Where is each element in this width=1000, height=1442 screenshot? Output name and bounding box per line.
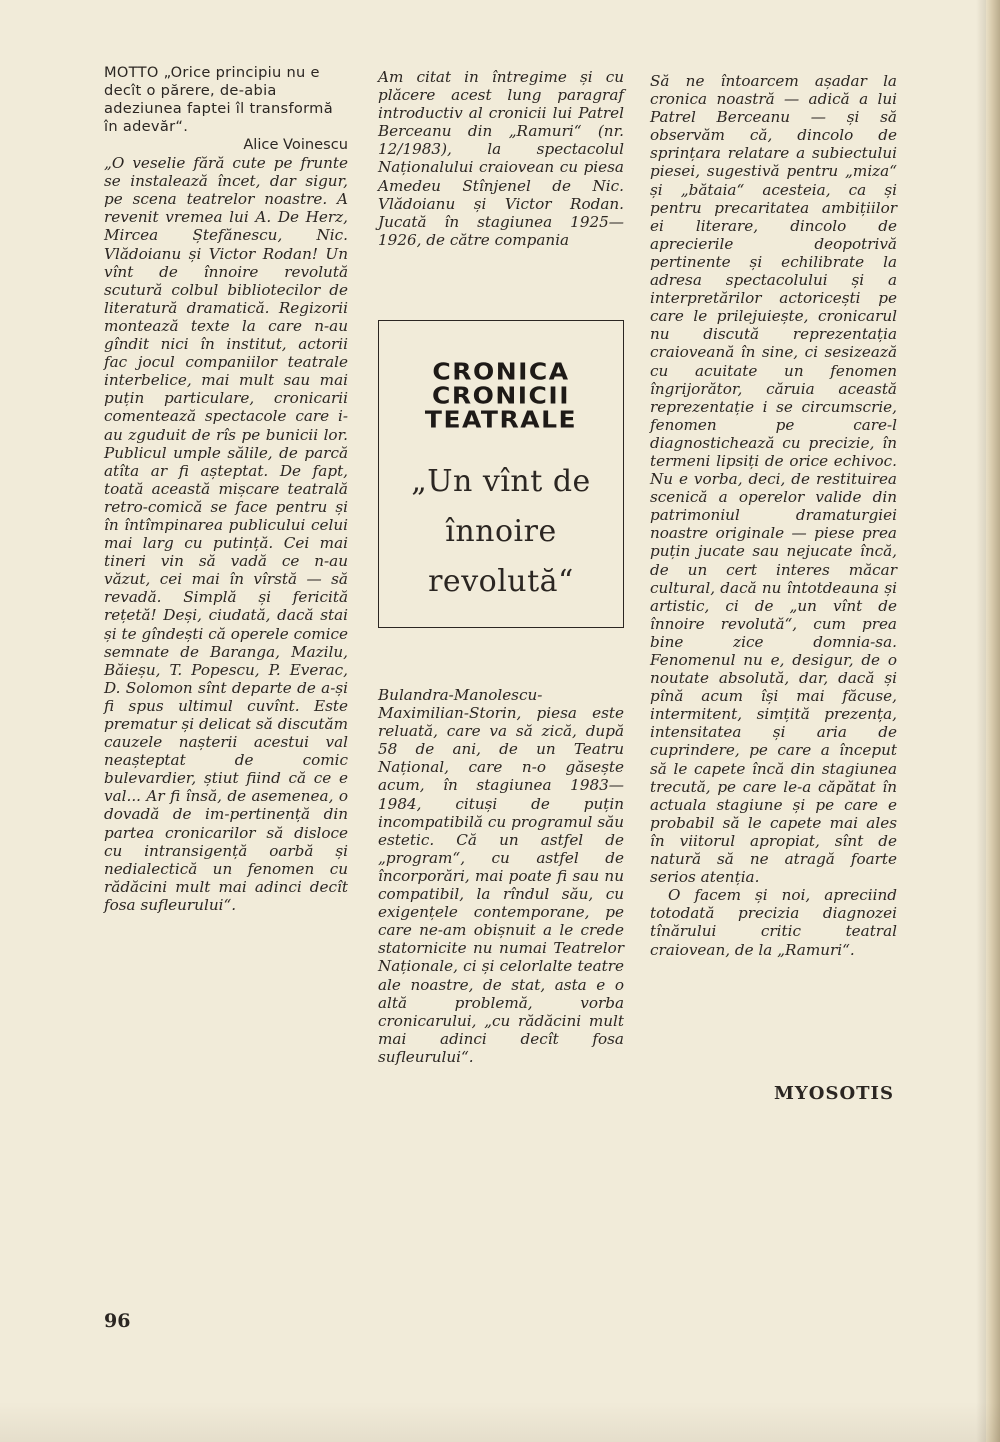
article-title-line-1: „Un vînt de — [411, 464, 591, 499]
continuation-paragraph: Bulandra-Manolescu-Maximilian-Storin, piesa este reluată, care va să zică, după 58 de ani, de un Teatru Național, care n-o găsește acum, în stagiunea 1983—1984, cituși de puțin incompatibilă cu programul său estetic. Că un astfel de „program“, cu astfel de încorporări, mai poate fi sau nu compatibil, la rîndul său, cu exigențele contemporane, pe care ne-am obișnuit a le crede statornicite nu numai Teatrelor Naționale, ci și celorlalte teatre ale noastre, de stat, asta e o altă problemă, vorba cronicarului, „cu rădăcini mult mai adinci decît fosa sufleurului“. — [378, 686, 624, 1066]
headline-box — [378, 320, 624, 628]
motto-text: MOTTO „Orice principiu nu e decît o părere, de-abia adeziunea faptei îl transformă în adevăr“. — [104, 64, 333, 135]
analysis-paragraph: Să ne întoarcem așadar la cronica noastră — adică a lui Patrel Berceanu — și să observăm că, dincolo de sprințara relatare a subiectului piesei, sugestivă pentru „miza“ și „bătaia“ acesteia, ca și pentru precaritatea ambițiilor ei literare, dincolo de aprecierile deopotrivă pertinente și echilibrate la adresa spectacolului și a interpretărilor actoricești pe care le prilejuiește, cronicarul nu discută reprezentația craioveană în sine, ci sesizează cu acuitate un fenomen îngrijorător, căruia această reprezentație i se circumscrie, fenomen pe care-l diagnostichează cu precizie, în termeni lipsiți de orice echivoc. Nu e vorba, deci, de restituirea scenică a operelor valide din patrimoniul dramaturgiei noastre originale — piese prea puțin jucate sau nejucate încă, de un cert interes măcar cultural, dacă nu întotdeauna și artistic, ci de „un vînt de înnoire revolută“, cum prea bine zice domnia-sa. Fenomenul nu e, desigur, de o noutate absolută, dar, dacă și pînă acum își mai făcuse, intermitent, simțită prezența, intensitatea și aria de cuprindere, pe care a început să le capete încă din stagiunea trecută, pe care le-a căpătat în actuala stagiune și pe care e probabil să le capete mai ales în viitorul apropiat, sînt de natură să ne atragă foarte serios atenția. — [650, 72, 897, 887]
page-binding-shadow — [976, 0, 986, 1442]
page-bottom-fade — [0, 1402, 1000, 1442]
column-3 — [650, 72, 897, 959]
article-title-line-2: înnoire — [445, 514, 557, 549]
article-title-line-3: revolută“ — [428, 564, 574, 599]
column-2-top — [378, 68, 624, 249]
closing-paragraph: O facem și noi, apreciind totodată precizia diagnozei tînărului critic teatral craiovean, de la „Ramuri“. — [650, 886, 897, 959]
page-edge — [986, 0, 1000, 1442]
motto-author: Alice Voinescu — [243, 136, 348, 153]
column-1 — [104, 64, 348, 914]
section-heading-line-2: CRONICII — [431, 382, 571, 409]
article-title — [379, 457, 623, 607]
intro-paragraph: Am citat in întregime și cu plăcere acest lung paragraf introductiv al cronicii lui Patrel Berceanu din „Ramuri“ (nr. 12/1983), la spectacolul Naționalului craiovean cu piesa Amedeu Stînjenel de Nic. Vlădoianu și Victor Rodan. Jucată în stagiunea 1925—1926, de către compania — [378, 68, 624, 249]
section-heading-line-1: CRONICA — [432, 358, 570, 385]
author-signature: MYOSOTIS — [774, 1083, 894, 1104]
quoted-paragraph: „O veselie fără cute pe frunte se instalează încet, dar sigur, pe scena teatrelor noastre. A revenit vremea lui A. De Herz, Mircea Ștefănescu, Nic. Vlădoianu și Victor Rodan! Un vînt de înnoire revolută scutură colbul bibliotecilor de literatură dramatică. Regizorii montează texte la care n-au gîndit nici în institut, actorii fac jocul companiilor teatrale interbelice, mai mult sau mai puțin particulare, cronicarii comentează spectacole care i-au zguduit de rîs pe bunicii lor. Publicul umple sălile, de parcă atîta ar fi așteptat. De fapt, toată această mișcare teatrală retro-comică se face pentru și în întîmpinarea publicului celui mai larg cu putință. Cei mai tineri vin să vadă ce n-au văzut, cei mai în vîrstă — să revadă. Simplă și fericită rețetă! Deși, ciudată, dacă stai și te gîndești că operele comice semnate de Baranga, Mazilu, Băieșu, T. Popescu, P. Everac, D. Solomon sînt departe de a-și fi spus ultimul cuvînt. Este prematur și delicat să discutăm cauzele nașterii acestui val neașteptat de comic bulevardier, știut fiind că ce e val... Ar fi însă, de asemenea, o dovadă de im-pertinență din partea cronicarilor să disloce cu intransigență oarbă și nedialectică un fenomen cu rădăcini mult mai adinci decît fosa sufleurului“. — [104, 154, 348, 914]
page-number: 96 — [104, 1310, 131, 1332]
section-heading-line-3: TEATRALE — [424, 406, 578, 433]
column-2-bottom — [378, 686, 624, 1066]
section-heading — [379, 360, 623, 432]
